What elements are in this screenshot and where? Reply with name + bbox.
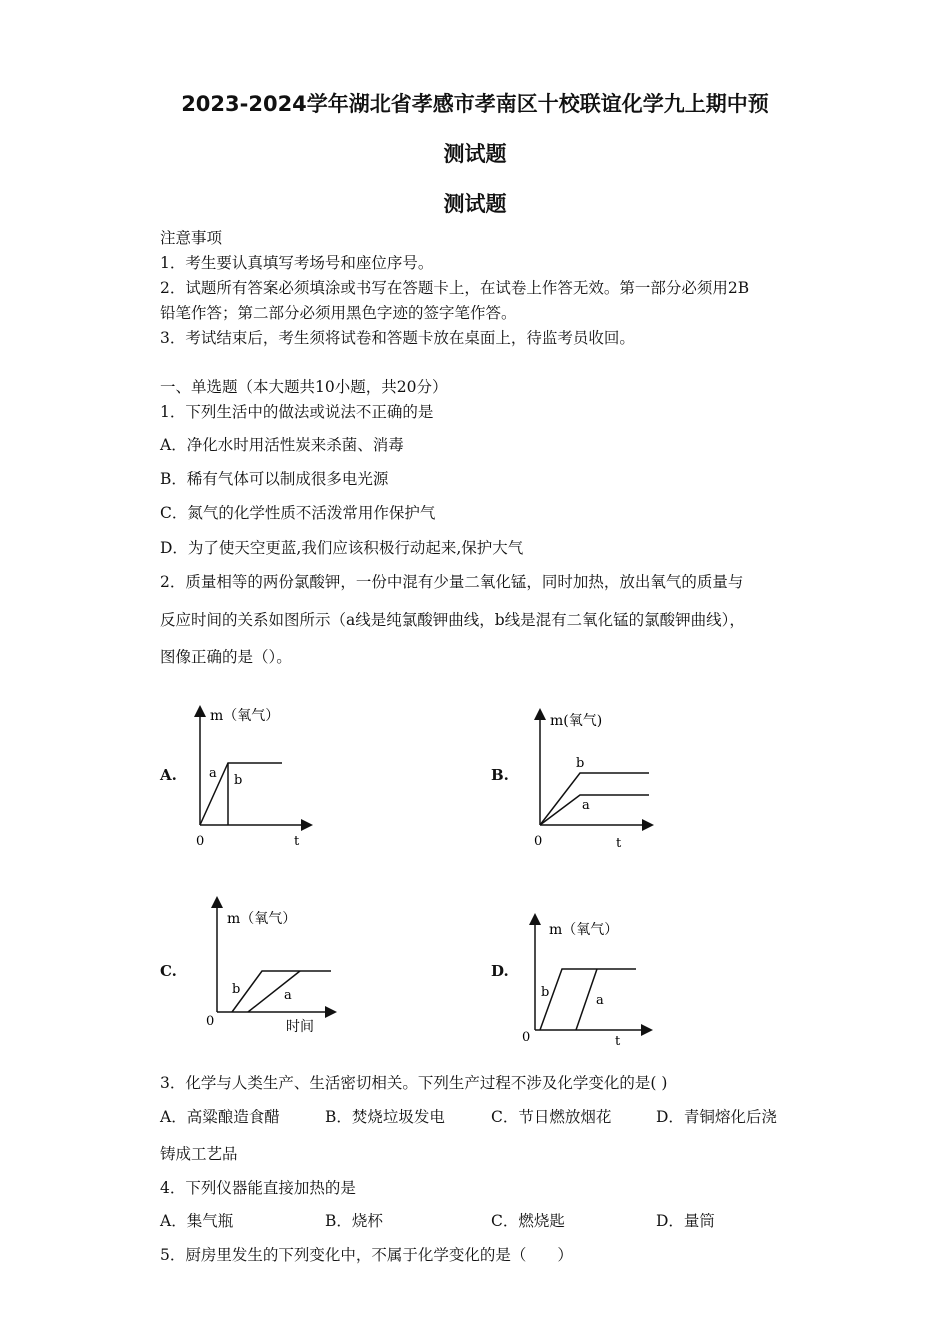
q2-stem-line1: 2．质量相等的两份氯酸钾，一份中混有少量二氧化锰，同时加热，放出氧气的质量与 — [160, 573, 744, 591]
graph-a-ylabel: m（氧气） — [210, 708, 280, 724]
graph-d-origin: 0 — [522, 1030, 531, 1045]
q4-option-b: B．烧杯 — [325, 1212, 383, 1230]
graph-b-curve-b — [540, 773, 649, 825]
graph-c-ylabel: m（氧气） — [227, 911, 297, 927]
graph-c-a-label: a — [284, 988, 292, 1003]
graph-c — [200, 893, 345, 1038]
doc-title-line2: 测试题 — [443, 142, 507, 166]
graph-a-b-label: b — [234, 773, 243, 788]
doc-title-line1: 2023-2024学年湖北省孝感市孝南区十校联谊化学九上期中预 — [181, 92, 769, 116]
graph-b-curve-a — [540, 795, 649, 825]
q4-stem: 4．下列仪器能直接加热的是 — [160, 1179, 356, 1197]
q2-stem-line3: 图像正确的是（）。 — [160, 648, 292, 666]
graph-a-origin: 0 — [196, 834, 205, 849]
graph-d-xlabel: t — [615, 1034, 621, 1049]
graph-b-xlabel: t — [616, 836, 622, 851]
graph-c-xlabel: 时间 — [286, 1019, 314, 1035]
graph-d — [515, 910, 660, 1050]
graph-c-label: C. — [160, 962, 177, 980]
q4-option-a: A．集气瓶 — [160, 1212, 234, 1230]
graph-d-a-label: a — [596, 993, 604, 1008]
graph-b-label: B. — [491, 766, 509, 784]
q3-option-a: A．高粱酿造食醋 — [160, 1108, 280, 1126]
graph-b — [525, 703, 660, 858]
graph-d-curve-a — [576, 969, 597, 1030]
q2-stem-line2: 反应时间的关系如图所示（a线是纯氯酸钾曲线，b线是混有二氧化锰的氯酸钾曲线）， — [160, 611, 745, 629]
graph-d-curve-b — [540, 969, 636, 1030]
q4-option-c: C．燃烧匙 — [491, 1212, 565, 1230]
q1-option-a: A．净化水时用活性炭来杀菌、消毒 — [160, 436, 404, 454]
graph-a-label: A. — [160, 766, 177, 784]
q3-option-d-cont: 铸成工艺品 — [160, 1145, 238, 1163]
q3-option-d: D．青铜熔化后浇 — [656, 1108, 777, 1126]
graph-d-ylabel: m（氧气） — [549, 922, 619, 938]
section-heading: 一、单选题（本大题共10小题，共20分） — [160, 378, 448, 396]
graph-b-ylabel: m(氧气) — [550, 713, 603, 729]
graph-a — [190, 700, 325, 855]
graph-b-b-label: b — [576, 756, 585, 771]
q5-stem: 5．厨房里发生的下列变化中，不属于化学变化的是（ ） — [160, 1246, 573, 1264]
graph-b-a-label: a — [582, 798, 590, 813]
q1-option-d: D．为了使天空更蓝,我们应该积极行动起来,保护大气 — [160, 539, 524, 557]
q1-stem: 1．下列生活中的做法或说法不正确的是 — [160, 403, 434, 421]
q3-option-b: B．焚烧垃圾发电 — [325, 1108, 445, 1126]
q1-option-c: C．氮气的化学性质不活泼常用作保护气 — [160, 504, 436, 522]
q3-stem: 3．化学与人类生产、生活密切相关。下列生产过程不涉及化学变化的是( ) — [160, 1074, 668, 1092]
graph-c-b-label: b — [232, 982, 241, 997]
notice-item-3: 3．考试结束后，考生须将试卷和答题卡放在桌面上，待监考员收回。 — [160, 329, 635, 347]
notice-item-2: 2．试题所有答案必须填涂或书写在答题卡上，在试卷上作答无效。第一部分必须用2B — [160, 279, 750, 297]
graph-c-curve-a — [248, 971, 300, 1012]
graph-d-label: D. — [491, 962, 509, 980]
q3-option-c: C．节日燃放烟花 — [491, 1108, 612, 1126]
graph-c-origin: 0 — [206, 1014, 215, 1029]
notice-item-2-cont: 铅笔作答；第二部分必须用黑色字迹的签字笔作答。 — [160, 304, 517, 322]
notice-heading: 注意事项 — [160, 229, 223, 247]
graph-a-xlabel: t — [294, 834, 300, 849]
doc-title-line3: 测试题 — [443, 192, 507, 216]
q1-option-b: B．稀有气体可以制成很多电光源 — [160, 470, 389, 488]
graph-a-a-label: a — [209, 766, 217, 781]
graph-d-b-label: b — [541, 985, 550, 1000]
notice-item-1: 1．考生要认真填写考场号和座位序号。 — [160, 254, 434, 272]
q4-option-d: D．量筒 — [656, 1212, 715, 1230]
graph-c-curve-b — [232, 971, 331, 1012]
graph-b-origin: 0 — [534, 834, 543, 849]
